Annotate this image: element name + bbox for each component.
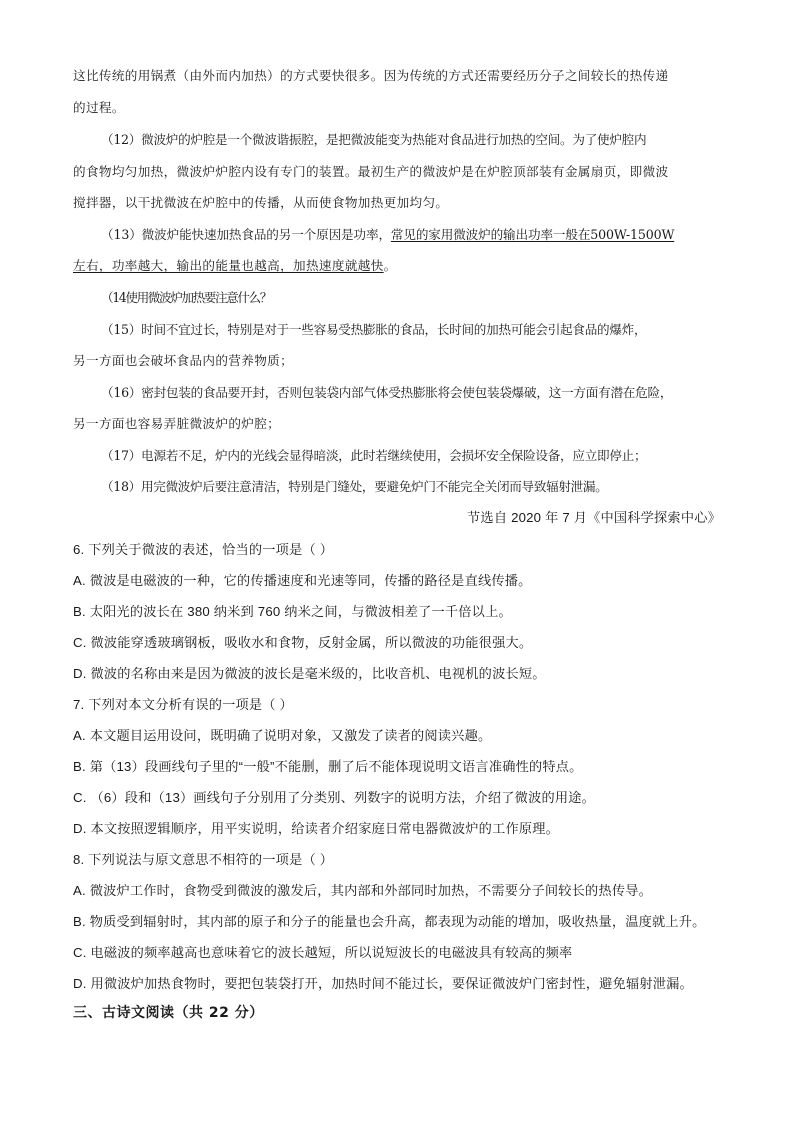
section-3-heading: 三、古诗文阅读（共 22 分） xyxy=(73,1005,264,1021)
question-7-option-d: D. 本文按照逻辑顺序，用平实说明，给读者介绍家庭日常电器微波炉的工作原理。 xyxy=(73,821,560,836)
paragraph-16-line-2: 另一方面也容易弄脏微波炉的炉腔； xyxy=(73,416,281,431)
paragraph-15-line-2: 另一方面也会破坏食品内的营养物质； xyxy=(73,353,294,368)
question-7-stem: 7. 下列对本文分析有误的一项是（ ） xyxy=(73,697,293,712)
underlined-sentence-part-1: 常见的家用微波炉的输出功率一般在500W-1500W xyxy=(390,227,675,242)
paragraph-11-continued-line-2: 的过程。 xyxy=(73,100,125,115)
paragraph-14: （14使用微波炉加热要注意什么？ xyxy=(101,290,271,305)
question-8-option-a: A. 微波炉工作时，食物受到微波的激发后，其内部和外部同时加热，不需要分子间较长的热传导。 xyxy=(73,883,652,898)
question-6-option-d: D. 微波的名称由来是因为微波的波长是毫米级的，比收音机、电视机的波长短。 xyxy=(73,666,546,681)
paragraph-17: （17）电源若不足，炉内的光线会显得暗淡，此时若继续使用，会损坏安全保险设备，应立即停止； xyxy=(101,448,647,463)
question-8-option-d: D. 用微波炉加热食物时，要把包装袋打开，加热时间不能过长，要保证微波炉门密封性，避免辐射泄漏。 xyxy=(73,976,693,991)
paragraph-12-line-1: （12）微波炉的炉腔是一个微波谐振腔，是把微波能变为热能对食品进行加热的空间。为了使炉腔内 xyxy=(101,132,647,147)
question-7-option-a: A. 本文题目运用设问，既明确了说明对象，又激发了读者的阅读兴趣。 xyxy=(73,728,492,743)
paragraph-18: （18）用完微波炉后要注意清洁，特别是门缝处，要避免炉门不能完全关闭而导致辐射泄漏。 xyxy=(101,479,608,494)
question-6-option-c: C. 微波能穿透玻璃钢板，吸收水和食物，反射金属，所以微波的功能很强大。 xyxy=(73,635,533,650)
question-8-option-b: B. 物质受到辐射时，其内部的原子和分子的能量也会升高，都表现为动能的增加，吸收热量，温度就上升。 xyxy=(73,914,706,929)
paragraph-13-end: 。 xyxy=(383,258,397,273)
paragraph-12-line-3: 搅拌器，以干扰微波在炉腔中的传播，从而使食物加热更加均匀。 xyxy=(73,195,449,210)
question-7-option-b: B. 第（13）段画线句子里的“一般”不能删，删了后不能体现说明文语言准确性的特点。 xyxy=(73,759,583,774)
question-7-option-c: C. （6）段和（13）画线句子分别用了分类别、列数字的说明方法，介绍了微波的用途。 xyxy=(73,790,596,805)
paragraph-13-line-1 xyxy=(101,226,751,244)
question-6-option-b: B. 太阳光的波长在 380 纳米到 760 纳米之间，与微波相差了一千倍以上。 xyxy=(73,604,512,619)
paragraph-16-line-1: （16）密封包装的食品要开封，否则包装袋内部气体受热膨胀将会使包装袋爆破，这一方面有潜在危险， xyxy=(101,385,673,400)
paragraph-11-continued-line-1: 这比传统的用锅煮（由外而内加热）的方式要快很多。因为传统的方式还需要经历分子之间较长的热传递 xyxy=(73,68,669,83)
paragraph-13-line-2 xyxy=(73,257,723,275)
question-8-stem: 8. 下列说法与原文意思不相符的一项是（ ） xyxy=(73,852,334,867)
paragraph-13-text: （13）微波炉能快速加热食品的另一个原因是功率， xyxy=(101,227,391,242)
source-citation: 节选自 2020 年 7 月《中国科学探索中心》 xyxy=(467,510,721,525)
paragraph-12-line-2: 的食物均匀加热，微波炉炉腔内设有专门的装置。最初生产的微波炉是在炉腔顶部装有金属扇页，即微波 xyxy=(73,164,669,179)
question-6-stem: 6. 下列关于微波的表述，恰当的一项是（ ） xyxy=(73,542,334,557)
underlined-sentence-part-2: 左右，功率越大，输出的能量也越高，加热速度就越快 xyxy=(73,258,384,273)
question-8-option-c: C. 电磁波的频率越高也意味着它的波长越短，所以说短波长的电磁波具有较高的频率 xyxy=(73,945,573,960)
question-6-option-a: A. 微波是电磁波的一种，它的传播速度和光速等同，传播的路径是直线传播。 xyxy=(73,573,532,588)
paragraph-15-line-1: （15）时间不宜过长，特别是对于一些容易受热膨胀的食品，长时间的加热可能会引起食品的爆炸， xyxy=(101,322,647,337)
